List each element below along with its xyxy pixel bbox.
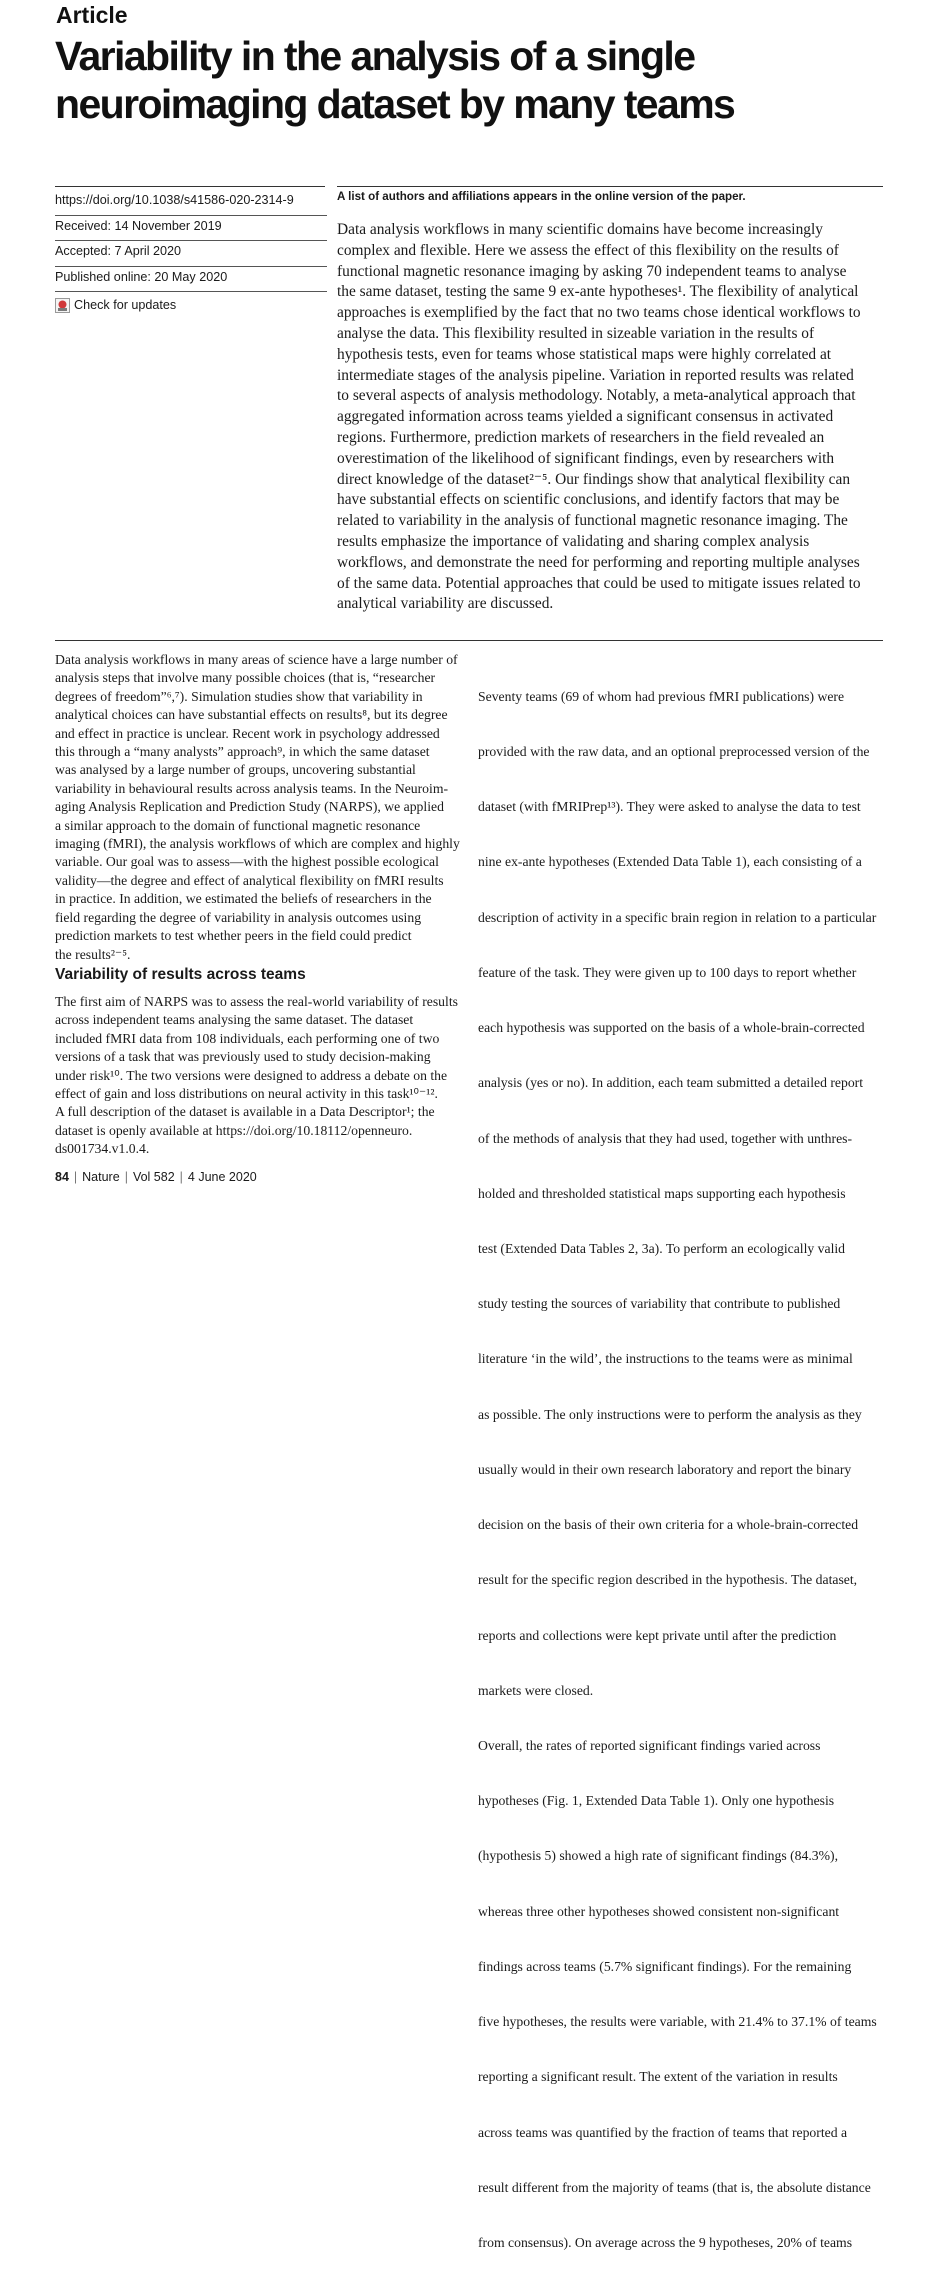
body-line: a similar approach to the domain of functional magnetic resonance [55,817,421,833]
body-line: A full description of the dataset is available in a Data Descriptor¹; the [55,1104,435,1120]
footer-separator: | [124,1170,128,1184]
abstract-line: analyse the data. This flexibility resulted in sizeable variation in the results of [337,324,815,342]
article-title [55,32,925,128]
abstract-line: results emphasize the importance of validating and sharing complex analysis [337,532,810,550]
footer-separator: | [179,1170,183,1184]
body-line: variability in behavioural results across analysis teams. In the Neuroim- [55,780,449,796]
body-line: analysis steps that involve many possible choices (that is, “researcher [55,670,436,686]
abstract [337,220,885,615]
body-line: analytical choices can have substantial effects on results⁸, but its degree [55,707,448,723]
abstract-line: intermediate stages of the analysis pipeline. Variation in reported results was related [337,366,854,384]
body-line: markets were closed. [478,1682,594,1698]
page-number: 84 [55,1170,69,1184]
abstract-line: related to variability in the analysis of functional magnetic resonance imaging. The [337,512,848,530]
meta-top-rule [55,186,325,187]
abstract-line: approaches is exemplified by the fact that no two teams chose identical workflows to [337,304,861,322]
body-line: analysis (yes or no). In addition, each team submitted a detailed report [478,1075,864,1091]
abstract-line: direct knowledge of the dataset²⁻⁵. Our findings show that analytical flexibility can [337,470,851,488]
body-line: across teams was quantified by the fraction of teams that reported a [478,2124,848,2140]
body-line: study testing the sources of variability that contribute to published [478,1296,841,1312]
abstract-line: analytical variability are discussed. [337,595,554,613]
abstract-line: workflows, and demonstrate the need for performing and reporting multiple analyses [337,553,860,571]
body-line: variable. Our goal was to assess—with the highest possible ecological [55,854,439,870]
body-line: The first aim of NARPS was to assess the real-world variability of results [55,994,458,1009]
abstract-line: regions. Furthermore, prediction markets of researchers in the field revealed an [337,428,825,446]
body-line: five hypotheses, the results were variable, with 21.4% to 37.1% of teams [478,2014,877,2030]
body-line: holded and thresholded statistical maps supporting each hypothesis [478,1185,846,1201]
body-line: reporting a significant result. The extent of the variation in results [478,2069,838,2085]
body-line: from consensus). On average across the 9 hypotheses, 20% of teams [478,2234,853,2250]
abstract-line: to several aspects of analysis methodology. Notably, a meta-analytical approach that [337,387,856,405]
body-line: (hypothesis 5) showed a high rate of significant findings (84.3%), [478,1848,838,1864]
body-line: ds001734.v1.0.4. [55,1141,150,1157]
accepted-date: Accepted: 7 April 2020 [55,241,327,267]
footer-separator: | [73,1170,78,1184]
body-line: as possible. The only instructions were to perform the analysis as they [478,1406,862,1422]
body-line: test (Extended Data Tables 2, 3a). To perform an ecologically valid [478,1241,846,1256]
body-line: of the methods of analysis that they had used, together with unthres- [478,1130,853,1146]
body-line: Data analysis workflows in many areas of science have a large number of [55,652,458,667]
body-line: whereas three other hypotheses showed consistent non-significant [478,1903,840,1919]
article-metadata [55,190,327,318]
body-line: Seventy teams (69 of whom had previous fMRI publications) were [478,688,845,704]
title-line: Variability in the analysis of a single [55,33,695,79]
body-line: decision on the basis of their own criteria for a whole-brain-corrected [478,1517,859,1533]
issue-date: 4 June 2020 [187,1170,257,1184]
abstract-line: aggregated information across teams yielded a significant consensus in activated [337,408,834,426]
body-line: findings across teams (5.7% significant findings). For the remaining [478,1958,852,1974]
body-line: under risk¹⁰. The two versions were designed to address a debate on the [55,1067,448,1083]
body-column-left [55,651,461,964]
body-line: degrees of freedom”⁶,⁷). Simulation studies show that variability in [55,688,423,704]
journal-volume: Vol 582 [132,1170,175,1184]
journal-name: Nature [82,1170,120,1184]
check-updates-button[interactable] [55,292,327,318]
section-heading: Variability of results across teams [55,966,306,983]
body-line: feature of the task. They were given up to 100 days to report whether [478,964,857,980]
body-line: hypotheses (Fig. 1, Extended Data Table 1). Only one hypothesis [478,1793,835,1809]
abstract-line: Data analysis workflows in many scientific domains have become increasingly [337,221,823,238]
body-line: across independent teams analysing the same dataset. The dataset [55,1012,414,1028]
body-line: nine ex-ante hypotheses (Extended Data Table 1), each consisting of a [478,854,862,870]
title-line: neuroimaging dataset by many teams [55,81,735,127]
body-line: usually would in their own research laboratory and report the binary [478,1461,852,1477]
page-footer [55,1170,257,1184]
check-updates-icon [55,298,70,313]
published-date: Published online: 20 May 2020 [55,267,327,293]
body-line: literature ‘in the wild’, the instructions to the teams were as minimal [478,1351,853,1367]
body-column-right [478,651,884,2271]
body-line: the results²⁻⁵. [55,946,131,962]
abstract-top-rule [337,186,883,187]
abstract-line: complex and flexible. Here we assess the effect of this flexibility on the results of [337,241,839,259]
section-divider [55,640,883,641]
body-line: imaging (fMRI), the analysis workflows of which are complex and highly [55,836,460,852]
abstract-line: the same dataset, testing the same 9 ex-ante hypotheses¹. The flexibility of analytical [337,283,859,301]
body-column-left-section [55,993,461,1159]
body-line: dataset is openly available at https://doi.org/10.18112/openneuro. [55,1122,413,1138]
body-line: included fMRI data from 108 individuals, each performing one of two [55,1030,440,1046]
body-line: description of activity in a specific brain region in relation to a particular [478,909,877,925]
body-line: Overall, the rates of reported significant findings varied across [478,1737,821,1753]
received-date: Received: 14 November 2019 [55,216,327,242]
body-line: dataset (with fMRIPrep¹³). They were asked to analyse the data to test [478,799,861,815]
body-line: field regarding the degree of variability in analysis outcomes using [55,909,422,925]
body-line: each hypothesis was supported on the basis of a whole-brain-corrected [478,1020,865,1036]
abstract-line: have substantial effects on scientific conclusions, and identify factors that may be [337,491,840,509]
abstract-line: overestimation of the likelihood of significant findings, even by researchers with [337,449,835,467]
abstract-line: functional magnetic resonance imaging by asking 70 independent teams to analyse [337,262,847,280]
check-updates-label: Check for updates [74,298,177,313]
body-line: in practice. In addition, we estimated the beliefs of researchers in the [55,891,432,907]
abstract-line: of the same data. Potential approaches that could be used to mitigate issues related to [337,574,861,592]
body-line: versions of a task that was previously used to study decision-making [55,1049,431,1065]
article-label: Article [56,2,128,28]
body-line: validity—the degree and effect of analytical flexibility on fMRI results [55,872,444,888]
body-line: was analysed by a large number of groups, uncovering substantial [55,762,416,778]
body-line: result different from the majority of teams (that is, the absolute distance [478,2179,871,2195]
authors-note: A list of authors and affiliations appears in the online version of the paper. [337,190,746,203]
body-line: and effect in practice is unclear. Recent work in psychology addressed [55,725,440,741]
body-line: provided with the raw data, and an optional preprocessed version of the [478,744,870,760]
body-line: aging Analysis Replication and Prediction Study (NARPS), we applied [55,799,444,815]
abstract-line: hypothesis tests, even for teams whose statistical maps were highly correlated at [337,345,832,363]
body-line: result for the specific region described in the hypothesis. The dataset, [478,1572,858,1588]
body-line: this through a “many analysts” approach⁹, in which the same dataset [55,744,430,760]
doi-link[interactable]: https://doi.org/10.1038/s41586-020-2314-9 [55,190,327,216]
body-line: prediction markets to test whether peers in the field could predict [55,928,412,944]
body-line: effect of gain and loss distributions on neural activity in this task¹⁰⁻¹². [55,1086,438,1102]
body-line: reports and collections were kept private until after the prediction [478,1627,837,1643]
